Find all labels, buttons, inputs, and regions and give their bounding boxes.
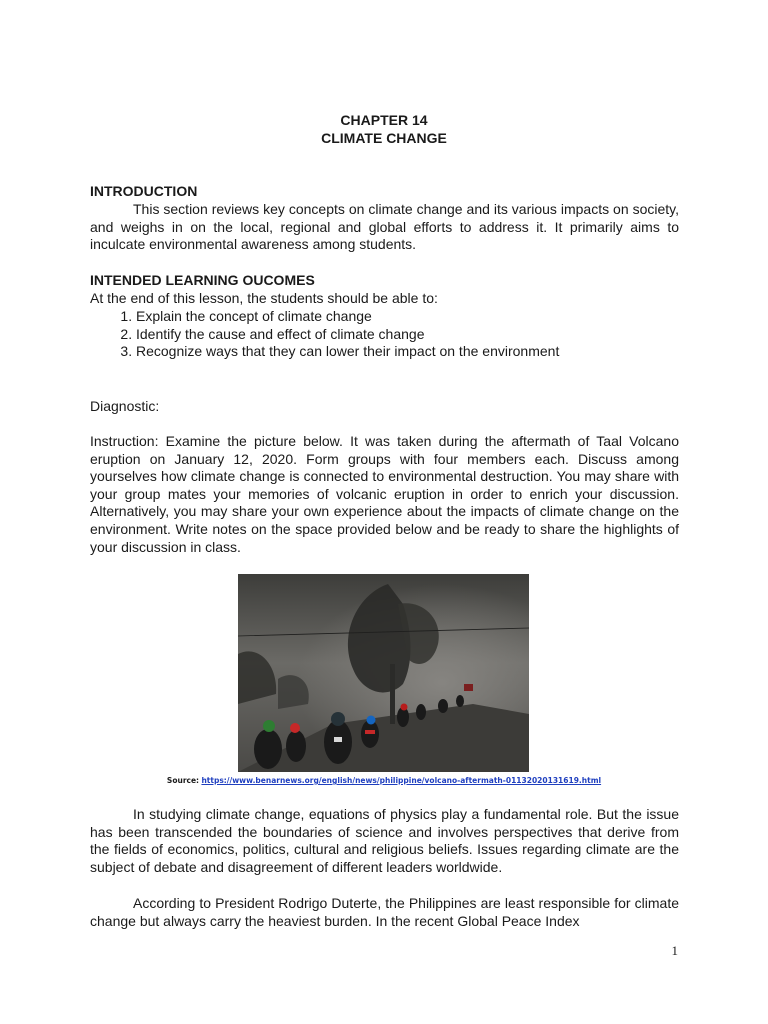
diagnostic-label: Diagnostic: xyxy=(90,398,160,414)
body-paragraph-1: In studying climate change, equations of physics play a fundamental role. But the issue has been transcended the boundaries of science and involves perspectives that derive from the fields of economics, politics, cultural and religious beliefs. Issues regarding climate are the subject of debate and disagreement of different leaders worldwide. xyxy=(90,806,679,875)
introduction-heading: INTRODUCTION xyxy=(90,183,198,199)
body-paragraph-2: According to President Rodrigo Duterte, the Philippines are least responsible for climate change but always carry the heaviest burden. In the recent Global Peace Index xyxy=(90,895,679,929)
outcomes-lead: At the end of this lesson, the students should be able to: xyxy=(90,290,438,306)
volcano-aftermath-photo xyxy=(238,574,529,772)
diagnostic-instruction: Instruction: Examine the picture below. It was taken during the aftermath of Taal Volcano eruption on January 12, 2020. Form groups with four members each. Discuss among yourselves how climate change is connected to environmental destruction. You may share with your group mates your memories of volcanic eruption in order to enrich your discussion. Alternatively, you may share your own experience about the impacts of climate change on the environment. Write notes on the space provided below and be ready to share the highlights of your discussion in class. xyxy=(90,433,679,555)
outcomes-list xyxy=(90,308,725,361)
outcome-item: 2. Identify the cause and effect of climate change xyxy=(136,326,725,344)
outcomes-heading: INTENDED LEARNING OUCOMES xyxy=(90,272,315,288)
photo-illustration xyxy=(238,574,529,772)
chapter-number: CHAPTER 14 xyxy=(340,112,428,128)
chapter-title: CLIMATE CHANGE xyxy=(321,130,447,146)
page-number: 1 xyxy=(671,943,678,958)
outcome-item: 3. Recognize ways that they can lower their impact on the environment xyxy=(136,343,725,361)
introduction-paragraph: This section reviews key concepts on climate change and its various impacts on society, and weighs in on the local, regional and global efforts to address it. It primarily aims to inculcate environmental awareness among students. xyxy=(90,201,679,253)
source-label: Source: xyxy=(166,776,200,785)
outcome-item: 1. Explain the concept of climate change xyxy=(136,308,725,326)
photo-source-caption xyxy=(0,776,768,786)
source-link[interactable]: https://www.benarnews.org/english/news/philippine/volcano-aftermath-01132020131619.html xyxy=(201,776,602,785)
